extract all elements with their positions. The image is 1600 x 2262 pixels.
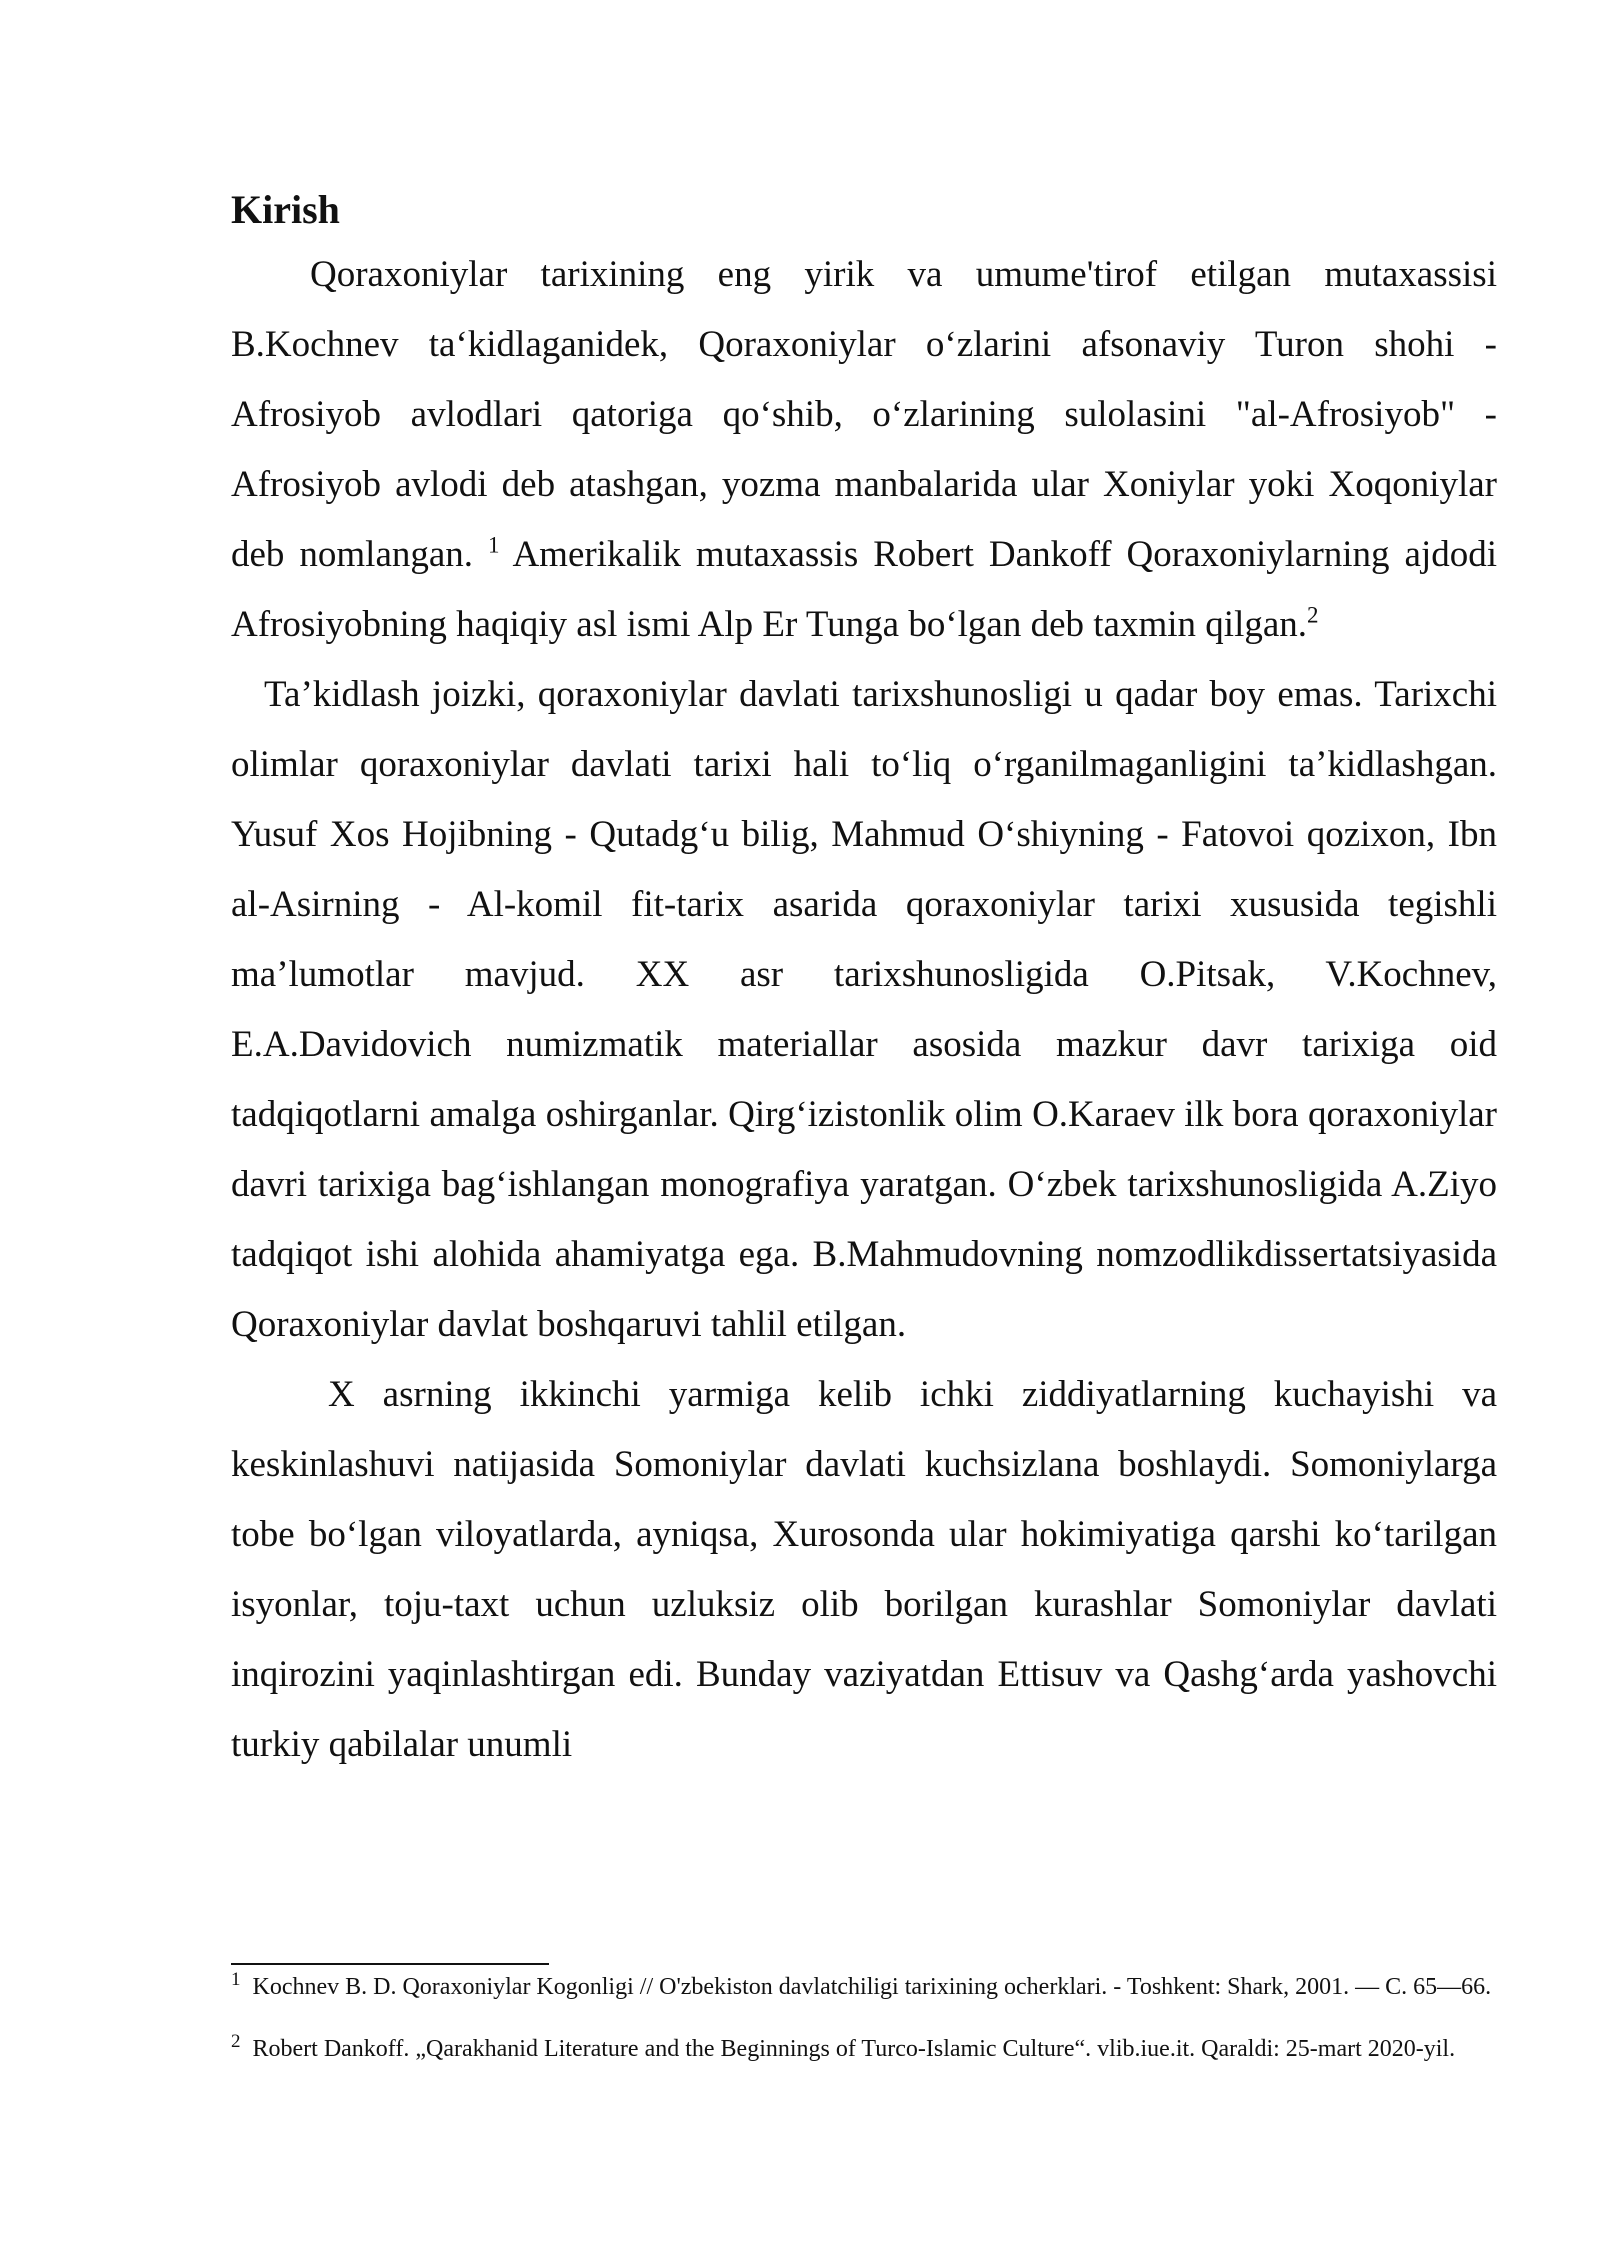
paragraph-1-text-b: Amerikalik mutaxassis Robert Dankoff Qoraxoniylarning ajdodi Afrosiyobning haqiqiy asl ismi Alp Er Tunga bo‘lgan deb taxmin qilgan. [231, 534, 1497, 645]
footnote-1 [231, 1969, 1497, 2003]
footnote-text: Kochnev B. D. Qoraxoniylar Kogonligi // O'zbekiston davlatchiligi tarixining ocherklari. - Toshkent: Shark, 2001. — C. 65—66. [252, 1974, 1492, 2000]
footnotes [231, 1969, 1497, 2065]
footnote-separator [231, 1963, 549, 1965]
footnote-number: 2 [231, 2031, 241, 2052]
document-body [231, 180, 1497, 1780]
footnote-number: 1 [231, 1969, 241, 1990]
paragraph-1 [231, 240, 1497, 660]
footnote-ref-1[interactable]: 1 [488, 532, 500, 558]
footnote-ref-2[interactable]: 2 [1307, 602, 1319, 628]
paragraph-1-text-a: Qoraxoniylar tarixining eng yirik va umume'tirof etilgan mutaxassisi B.Kochnev ta‘kidlaganidek, Qoraxoniylar o‘zlarini afsonaviy Turon shohi - Afrosiyob avlodlari qatoriga qo‘shib, o‘zlarining sulolasini "al-Afrosiyob" - Afrosiyob avlodi deb atashgan, yozma manbalarida ular Xoniylar yoki Xoqoniylar deb nomlangan. [231, 254, 1497, 575]
paragraph-3: X asrning ikkinchi yarmiga kelib ichki ziddiyatlarning kuchayishi va keskinlashuvi natijasida Somoniylar davlati kuchsizlana boshlaydi. Somoniylarga tobe bo‘lgan viloyatlarda, ayniqsa, Xurosonda ular hokimiyatiga qarshi ko‘tarilgan isyonlar, toju-taxt uchun uzluksiz olib borilgan kurashlar Somoniylar davlati inqirozini yaqinlashtirgan edi. Bunday vaziyatdan Ettisuv va Qashg‘arda yashovchi turkiy qabilalar unumli [231, 1374, 1497, 1765]
section-heading: Kirish [231, 187, 340, 232]
paragraph-2: Ta’kidlash joizki, qoraxoniylar davlati tarixshunosligi u qadar boy emas. Tarixchi olimlar qoraxoniylar davlati tarixi hali to‘liq o‘rganilmaganligini ta’kidlashgan. Yusuf Xos Hojibning - Qutadg‘u bilig, Mahmud O‘shiyning - Fatovoi qozixon, Ibn al-Asirning - Al-komil fit-tarix asarida qoraxoniylar tarixi xususida tegishli ma’lumotlar mavjud. XX asr tarixshunosligida O.Pitsak, V.Kochnev, E.A.Davidovich numizmatik materiallar asosida mazkur davr tarixiga oid tadqiqotlarni amalga oshirganlar. Qirg‘izistonlik olim O.Karaev ilk bora qoraxoniylar davri tarixiga bag‘ishlangan monografiya yaratgan. O‘zbek tarixshunosligida A.Ziyo tadqiqot ishi alohida ahamiyatga ega. B.Mahmudovning nomzodlikdissertatsiyasida Qoraxoniylar davlat boshqaruvi tahlil etilgan. [231, 674, 1497, 1345]
footnote-text: Robert Dankoff. „Qarakhanid Literature and the Beginnings of Turco-Islamic Culture“. vlib.iue.it. Qaraldi: 25-mart 2020-yil. [252, 2036, 1456, 2062]
footnote-2 [231, 2031, 1497, 2065]
